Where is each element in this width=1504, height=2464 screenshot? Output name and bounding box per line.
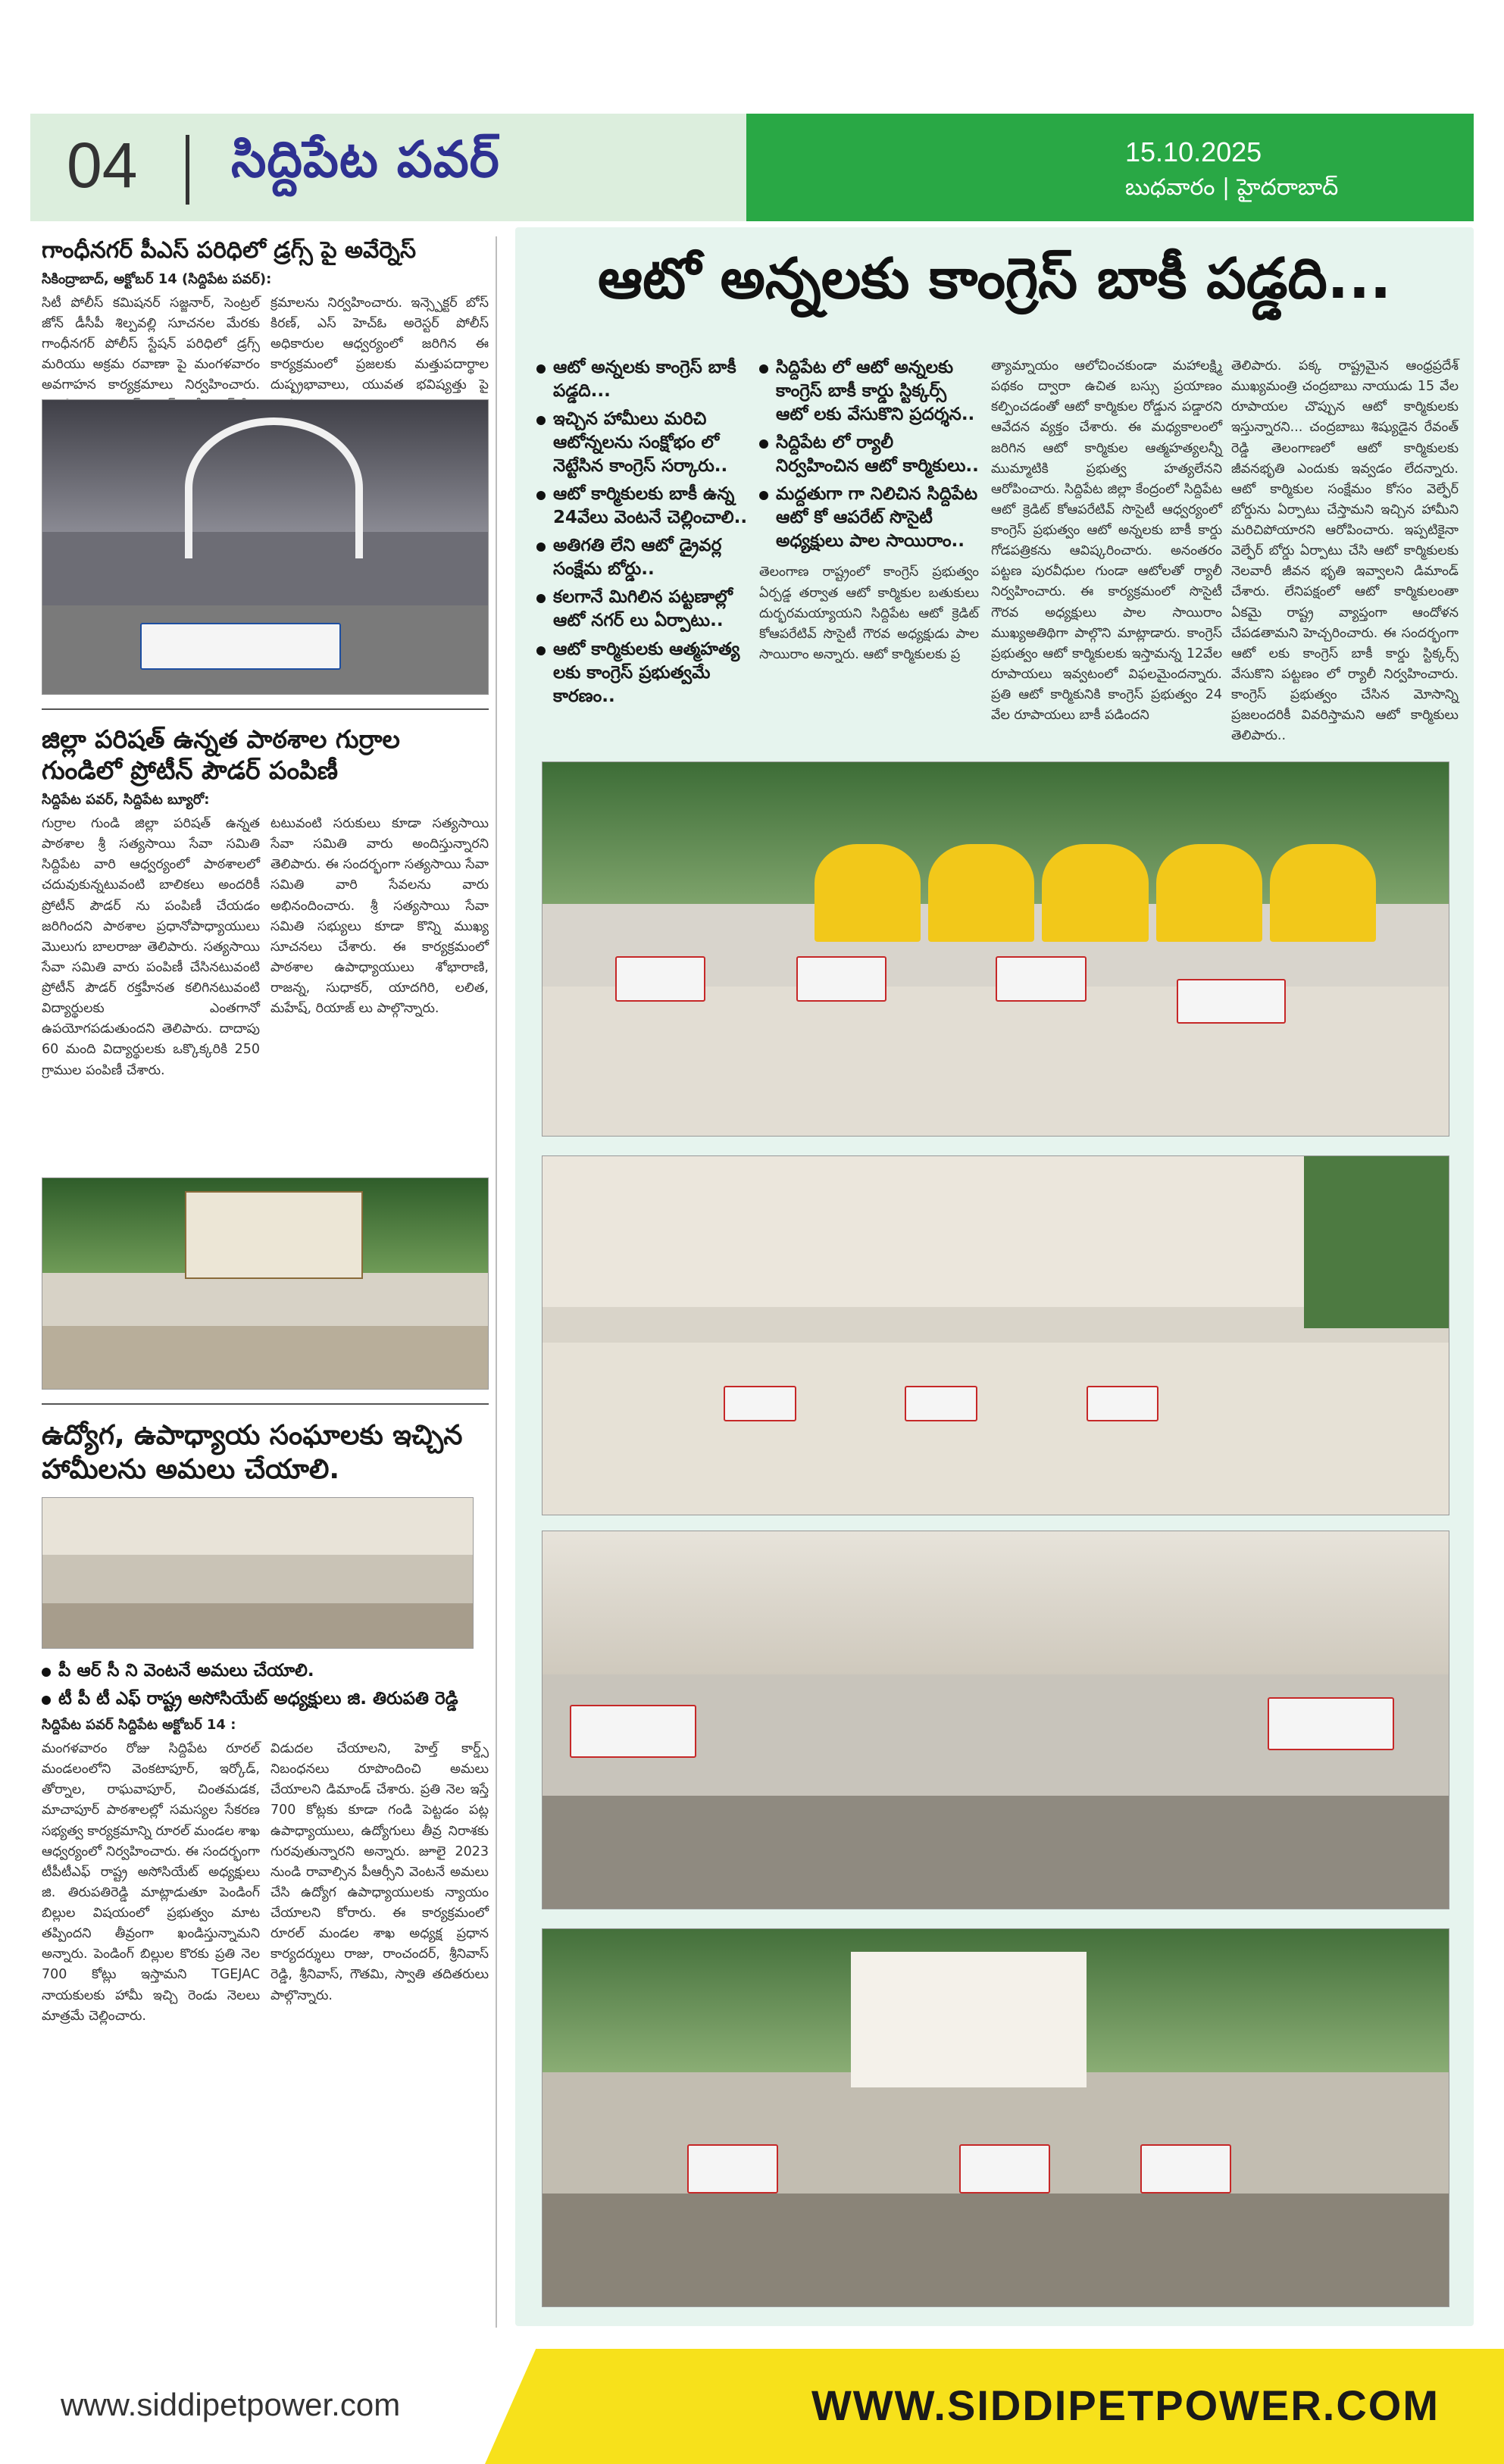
bullet-icon	[536, 646, 546, 655]
main-body-col4: తెలిపారు. పక్క రాష్ట్రమైన ఆంధ్రప్రదేశ్ ముఖ్యమంత్రి చంద్రబాబు నాయుడు 15 వేల రూపాయల చొప్పున ఆటో కార్మికులకు ఇస్తున్నారని... చంద్రబాబు శిష్యుడైన రేవంత్ రెడ్డి తెలంగాణలో ఆటో కార్మికులకు జీవనభృతి ఎందుకు ఇవ్వడం లేదన్నారు. ఆటో కార్మికుల సంక్షేమం కోసం వెల్ఫేర్ బోర్డును ఏర్పాటు చేస్తామని ఇచ్చిన హామీని మరిచిపోయారని ఆరోపించారు. ఇప్పటికైనా వెల్ఫేర్ బోర్డు ఏర్పాటు చేసి ఆటో కార్మికులకు నెలవారీ జీవన భృతి ఇవ్వాలని డిమాండ్ చేశారు. లేనిపక్షంలో ఆటో కార్మికులంతా ఏకమై రాష్ట్ర వ్యాప్తంగా ఆందోళన చేపడతామని హెచ్చరించారు. ఈ సందర్భంగా ఆటో లకు కాంగ్రెస్ బాకీ కార్డు స్టిక్కర్స్ వేసుకొని పట్టణం లో ర్యాలీ నిర్వహించారు. కాంగ్రెస్ ప్రభుత్వం చేసిన మోసాన్ని ప్రజలందరికీ వివరిస్తామని ఆటో కార్మికులు తెలిపారు..	[1231, 358, 1459, 744]
bullet-text: అతిగతి లేని ఆటో డ్రైవర్ల సంక్షేమ బోర్డు..	[553, 536, 722, 580]
photo-bakee-card-release	[542, 1928, 1449, 2307]
story-drug-awareness	[42, 236, 489, 695]
story-dateline: సిద్దిపేట పవర్, సిద్దిపేట బ్యూరో:	[42, 792, 210, 808]
bullet-icon	[536, 364, 546, 374]
story-body: సిటీ పోలీస్ కమిషనర్ సజ్జనార్, సెంట్రల్ జోన్ డీసీపీ శిల్పవల్లి సూచనల మేరకు గాంధీనగర్ పోలీస్ స్టేషన్ పరిధిలో డ్రగ్స్ మరియు అక్రమ రవాణా పై మంగళవారం అవగాహన కార్యక్రమాలు నిర్వహించారు.	[42, 295, 260, 392]
page-number: 04	[67, 130, 138, 201]
bullet-text: టీ పీ టీ ఎఫ్ రాష్ట్ర అసోసియేట్ అధ్యక్షులు జి. తిరుపతి రెడ్డి	[58, 1689, 458, 1709]
story-employees-teachers-demands	[42, 1418, 489, 2163]
bullet-icon	[536, 594, 546, 603]
main-bullet	[536, 408, 749, 478]
column-divider	[496, 236, 497, 2328]
photo-drug-awareness-rally	[42, 399, 489, 695]
story-body: టటువంటి సరుకులు కూడా సత్యసాయి సేవా సమితి వారు అందిస్తున్నారని తెలిపారు. ఈ సందర్భంగా సత్యసాయి సేవా సమితి వారి సేవలను వారు అభినందించారు. శ్రీ సత్యసాయి సేవా సమితి సభ్యులు కూడా కొన్ని ముఖ్య సూచనలు చేశారు. ఈ కార్యక్రమంలో పాఠశాల ఉపాధ్యాయులు శోభారాణి, రాజన్న, సుధాకర్, యాదగిరి, లలిత, మహేష్, రియాజ్ లు పాల్గొన్నారు.	[270, 816, 489, 1017]
story-body: మంగళవారం రోజు సిద్దిపేట రూరల్ మండలంలోని వెంకటాపూర్, ఇర్కోడ్, తోర్నాల, రాఘవాపూర్, చింతమడక, మాచాపూర్ పాఠశాలల్లో సమస్యల సేకరణ సభ్యత్వ కార్యక్రమాన్ని రూరల్ మండల శాఖ ఆధ్వర్యంలో నిర్వహించారు. ఈ సందర్భంగా టీపీటీఎఫ్ రాష్ట్ర అసోసియేట్ అధ్యక్షులు జి. తిరుపతిరెడ్డి మాట్లాడుతూ పెండింగ్ బిల్లుల విషయంలో ప్రభుత్వం మాట తప్పిందని తీవ్రంగా ఖండిస్తున్నామని అన్నారు. పెండింగ్ బిల్లుల కొరకు ప్రతి నెల 700 కోట్లు ఇస్తామని TGEJAC నాయకులకు హామీ ఇచ్చి రెండు నెలలు మాత్రమే చెల్లించారు.	[42, 1741, 260, 2024]
story-bullet	[42, 1687, 489, 1711]
bullet-icon	[536, 416, 546, 425]
story-body: క్రమాలను నిర్వహించారు. ఇన్స్పెక్టర్ బోస్ కిరణ్, ఎస్ హెచ్ఓ అరెస్టర్ పోలీస్ అధికారుల ఆధ్వర్యంలో జరిగిన ఈ కార్యక్రమంలో ప్రజలకు మత్తుపదార్థాల దుష్ప్రభావాలు, యువత భవిష్యత్తు పై	[270, 295, 489, 392]
story-headline: గాంధీనగర్ పీఎస్ పరిధిలో డ్రగ్స్ పై అవేర్నెస్	[42, 237, 417, 264]
story-bullet	[42, 1659, 489, 1683]
main-bullets-col2	[759, 356, 979, 676]
masthead-green-block	[746, 114, 1474, 221]
photo-auto-rally-2	[542, 1155, 1449, 1515]
main-bullet	[536, 586, 749, 633]
main-bullet	[536, 483, 749, 530]
left-column	[42, 236, 489, 2328]
bullet-text: సిద్దిపేట లో ర్యాలీ నిర్వహించిన ఆటో కార్మికులు..	[776, 433, 979, 477]
photo-auto-rally-1	[542, 761, 1449, 1137]
main-bullet	[759, 483, 979, 553]
story-headline: జిల్లా పరిషత్ ఉన్నత పాఠశాల గుర్రాల గుండిలో ప్రోటీన్ పౌడర్ పంపిణీ	[42, 724, 400, 785]
main-bullets-col1	[536, 356, 749, 713]
story-body: గుర్రాల గుండి జిల్లా పరిషత్ ఉన్నత పాఠశాల శ్రీ సత్యసాయి సేవా సమితి సిద్దిపేట వారి ఆధ్వర్యంలో పాఠశాలలో చదువుకున్నటువంటి బాలికలు అందరికీ ప్రోటీన్ పౌడర్ ను పంపిణీ చేయడం జరిగిందని పాఠశాల ప్రధానోపాధ్యాయులు మొలుగు బాలరాజు తెలిపారు. సత్యసాయి సేవా సమితి వారు పంపిణీ చేసినటువంటి ప్రోటీన్ పౌడర్ రక్తహీనత కలిగినటువంటి విద్యార్థులకు ఎంతగానో ఉపయోగపడుతుందని తెలిపారు. దాదాపు 60 మంది విద్యార్థులకు ఒక్కొక్కరికి 250 గ్రాముల పంపిణీ చేశారు.	[42, 816, 260, 1078]
story-dateline: సికింద్రాబాద్, అక్టోబర్ 14 (సిద్దిపేట పవర్):	[42, 270, 272, 287]
main-headline: ఆటో అన్నలకు కాంగ్రెస్ బాకీ పడ్డది...	[597, 246, 1392, 311]
main-bullet	[536, 534, 749, 581]
issue-date: 15.10.2025	[1125, 136, 1262, 167]
bullet-text: మద్దతుగా గా నిలిచిన సిద్దిపేట ఆటో కో ఆపరేట్ సొసైటీ అధ్యక్షులు పాల సాయిరాం..	[776, 484, 978, 552]
main-body-col3: త్యామ్నాయం ఆలోచించకుండా మహాలక్ష్మి పథకం ద్వారా ఉచిత బస్సు ప్రయాణం కల్పించడంతో ఆటో కార్మికుల రోడ్డున పడ్డారని ఆవేదన వ్యక్తం చేశారు. ఈ మధ్యకాలంలో జరిగిన ఆటో కార్మికుల ఆత్మహత్యలన్నీ ముమ్మాటికి ప్రభుత్వ హత్యలేనని ఆరోపించారు. సిద్దిపేట జిల్లా కేంద్రంలో సిద్దిపేట ఆటో క్రెడిట్ కోఆపరేటివ్ సొసైటీ ఆధ్వర్యంలో కాంగ్రెస్ ప్రభుత్వం ఆటో అన్నలకు బాకీ కార్డు గోడపత్రికను ఆవిష్కరించారు. అనంతరం పట్టణ పురవీధుల గుండా ఆటోలతో ర్యాలీ నిర్వహించారు. ఈ కార్యక్రమంలో సొసైటీ గౌరవ అధ్యక్షులు పాల సాయిరాం ముఖ్యఅతిథిగా పాల్గొని మాట్లాడారు. కాంగ్రెస్ ప్రభుత్వం ఆటో కార్మికులకు ఇస్తామన్న 12వేల రూపాయలు ఇవ్వటంలో విఫలమైందన్నారు. ప్రతి ఆటో కార్మికునికి కాంగ్రెస్ ప్రభుత్వం 24 వేల రూపాయలు బాకీ పడిందని	[991, 358, 1222, 724]
main-body-col2: తెలంగాణ రాష్ట్రంలో కాంగ్రెస్ ప్రభుత్వం ఏర్పడ్డ తర్వాత ఆటో కార్మికుల బతుకులు దుర్భరమయ్యాయని సిద్దిపేట ఆటో క్రెడిట్ కోఆపరేటివ్ సొసైటీ గౌరవ అధ్యక్షుడు పాల సాయిరాం అన్నారు. ఆటో కార్మికులకు ప్ర	[759, 564, 979, 662]
bullet-text: సిద్దిపేట లో ఆటో అన్నలకు కాంగ్రెస్ బాకీ కార్డు స్టిక్కర్స్ ఆటో లకు వేసుకొని ప్రదర్శన..	[776, 358, 975, 425]
masthead-divider	[186, 135, 189, 205]
issue-day-place: బుధవారం | హైదరాబాద్	[1125, 174, 1339, 201]
bullet-icon	[759, 364, 768, 374]
bullet-text: కలగానే మిగిలిన పట్టణాల్లో ఆటో నగర్ లు ఏర్పాటు..	[553, 587, 733, 631]
main-bullet	[759, 356, 979, 427]
bullet-text: ఇచ్చిన హామీలు మరిచి ఆటోన్నలను సంక్షోభం లో నెట్టేసిన కాంగ్రెస్ సర్కారు..	[553, 409, 728, 477]
bullet-text: ఆటో కార్మికులకు ఆత్మహత్య లకు కాంగ్రెస్ ప్రభుత్వమే కారణం..	[553, 639, 740, 706]
story-dateline: సిద్దిపేట పవర్ సిద్దిపేట అక్టోబర్ 14 :	[42, 1717, 236, 1734]
main-story-panel	[515, 227, 1474, 2326]
newspaper-brand: సిద్దిపేట పవర్	[231, 130, 500, 189]
main-bullet	[759, 431, 979, 478]
story-headline: ఉద్యోగ, ఉపాధ్యాయ సంఘాలకు ఇచ్చిన హామీలను అమలు చేయాలి.	[42, 1420, 463, 1485]
bullet-icon	[759, 491, 768, 500]
footer-website-link[interactable]: www.siddipetpower.com	[61, 2387, 401, 2422]
bullet-icon	[42, 1668, 51, 1677]
bullet-text: పీ ఆర్ సీ ని వెంటనే అమలు చేయాలి.	[58, 1661, 314, 1681]
bullet-text: ఆటో అన్నలకు కాంగ్రెస్ బాకీ పడ్డది...	[553, 358, 736, 402]
main-bullet	[536, 356, 749, 403]
photo-auto-workers-group	[542, 1531, 1449, 1909]
bullet-text: ఆటో కార్మికులకు బాకీ ఉన్న 24వేలు వెంటనే చెల్లించాలి..	[553, 484, 748, 528]
bullet-icon	[759, 439, 768, 449]
masthead	[30, 114, 1474, 221]
bullet-icon	[536, 543, 546, 552]
bullet-icon	[42, 1696, 51, 1705]
story-body: విడుదల చేయాలని, హెల్త్ కార్డ్స్ నిబంధనలు రూపొందించి అమలు చేయాలని డిమాండ్ చేశారు. ప్రతి నెల ఇస్తే 700 కోట్లకు కూడా గండి పెట్టడం పట్ల ఉపాధ్యాయులు, ఉద్యోగులు తీవ్ర నిరాశకు గురవుతున్నారని అన్నారు. జూలై 2023 నుండి రావాల్సిన పీఆర్సీని వెంటనే అమలు చేసి ఉద్యోగ ఉపాధ్యాయులకు న్యాయం చేయాలని కోరారు. ఈ కార్యక్రమంలో రూరల్ మండల శాఖ అధ్యక్ష ప్రధాన కార్యదర్శులు రాజు, రాంచందర్, శ్రీనివాస్ రెడ్డి, శ్రీనివాస్, గౌతమి, స్వాతి తదితరులు పాల్గొన్నారు.	[270, 1741, 489, 2003]
photo-teachers-union	[42, 1497, 474, 1649]
story-protein-powder	[42, 724, 489, 1390]
bullet-icon	[536, 491, 546, 500]
photo-school-students	[42, 1177, 489, 1390]
footer	[0, 2349, 1504, 2464]
main-bullet	[536, 638, 749, 708]
footer-website-banner[interactable]: WWW.SIDDIPETPOWER.COM	[811, 2381, 1440, 2429]
